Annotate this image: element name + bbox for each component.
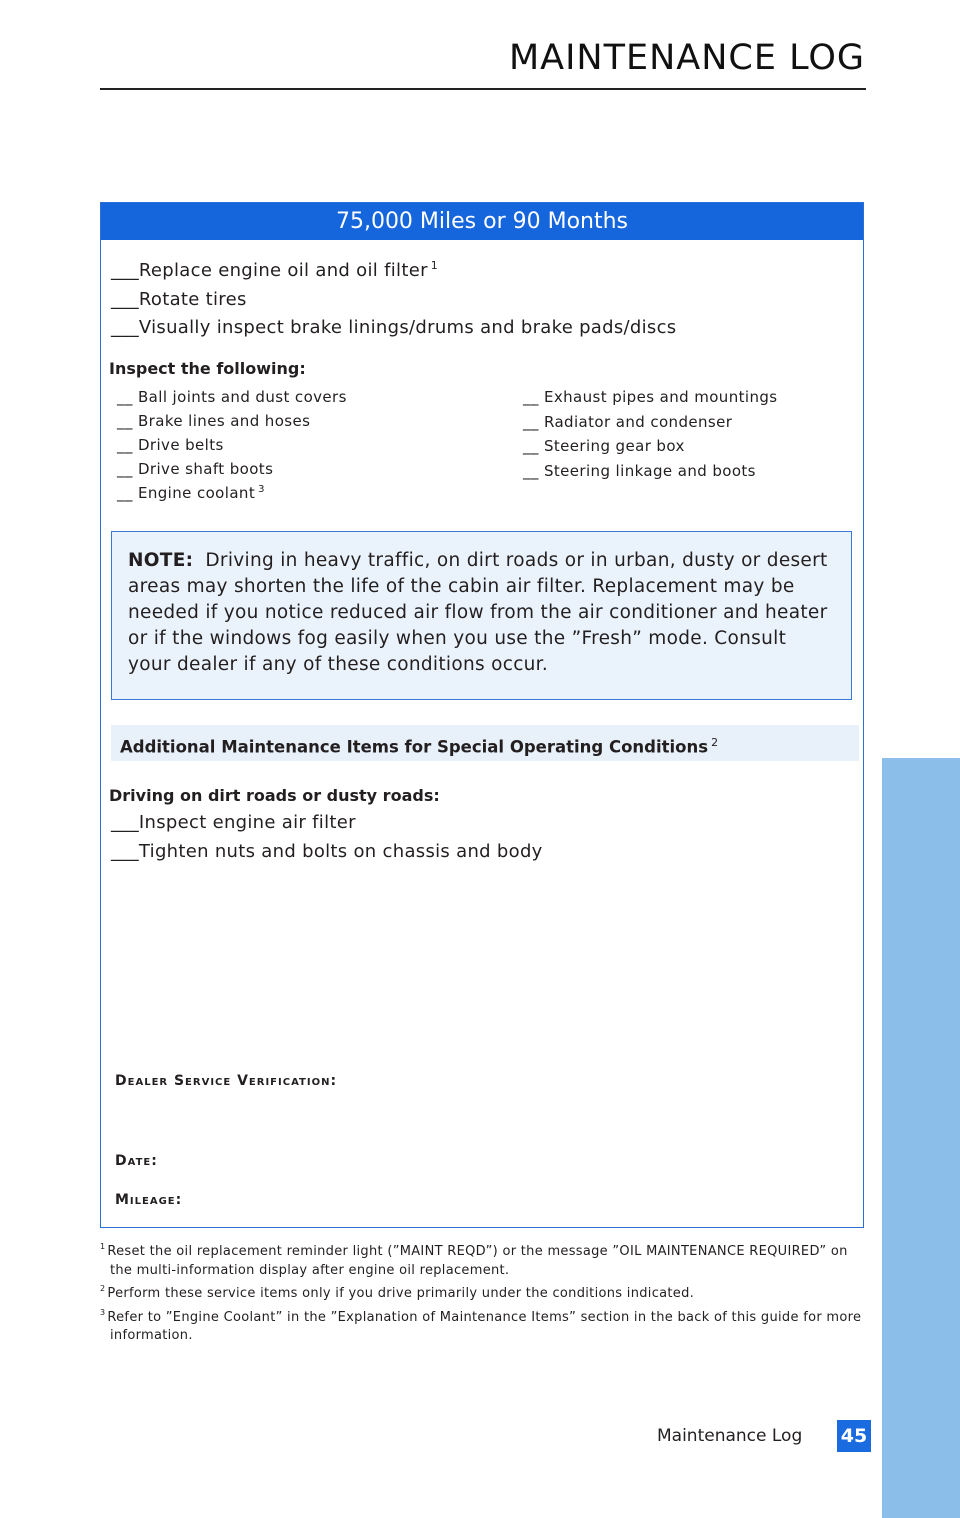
footnote-text: Refer to ”Engine Coolant” in the ”Explanation of Maintenance Items” section in the back of this guide for more information. bbox=[107, 1309, 862, 1344]
list-item-text: __ Ball joints and dust covers bbox=[117, 388, 347, 406]
list-item: __ Steering gear box bbox=[523, 437, 685, 455]
footnote-number: 3 bbox=[100, 1307, 106, 1317]
task-item: ___Tighten nuts and bolts on chassis and body bbox=[111, 841, 543, 862]
inspect-list-left bbox=[117, 388, 347, 508]
additional-items-title: Additional Maintenance Items for Special Operating Conditions bbox=[120, 737, 709, 757]
page-title: MAINTENANCE LOG bbox=[508, 38, 865, 78]
inspect-list-right bbox=[523, 388, 778, 486]
inspect-heading: Inspect the following: bbox=[109, 359, 306, 378]
section-tab-label: MAINTENANCE bbox=[776, 1028, 808, 1260]
list-item-text: __ Drive shaft boots bbox=[117, 460, 274, 478]
list-item bbox=[117, 460, 347, 484]
list-item: __ Radiator and condenser bbox=[523, 412, 733, 431]
footnote-number: 1 bbox=[100, 1242, 106, 1251]
task-item bbox=[111, 289, 247, 310]
task-item: ___Inspect engine air filter bbox=[111, 812, 356, 833]
note-text: Driving in heavy traffic, on dirt roads or in urban, dusty or desert areas may shorten the life of the cabin air filter. Replacement may be needed if you notice reduced air flow from the air conditioner and heater or if the windows fog easily when you use the ”Fresh” mode. Consult your dealer if any of these conditions occur. bbox=[128, 550, 828, 675]
list-item: __ Exhaust pipes and mountings bbox=[523, 388, 778, 406]
footer-section-label: Maintenance Log bbox=[657, 1426, 803, 1446]
dealer-verification-label: Dealer Service Verification: bbox=[115, 1073, 338, 1089]
task-text: ___Replace engine oil and oil filter bbox=[111, 260, 428, 281]
footnote-ref: 1 bbox=[430, 259, 439, 272]
page-number: 45 bbox=[837, 1420, 871, 1452]
list-item bbox=[117, 484, 347, 508]
footnote bbox=[100, 1280, 870, 1304]
footnote bbox=[100, 1304, 870, 1346]
list-item-text: __ Drive belts bbox=[117, 436, 224, 454]
mileage-label: Mileage: bbox=[115, 1192, 183, 1208]
list-item: __ Steering linkage and boots bbox=[523, 461, 756, 480]
footnote bbox=[100, 1238, 870, 1280]
footnote-text: Reset the oil replacement reminder light (”MAINT REQD”) or the message ”OIL MAINTENANCE REQUIRED” on the multi-information display after engine oil replacement. bbox=[107, 1244, 848, 1278]
footnote-text: Perform these service items only if you drive primarily under the conditions indicated. bbox=[107, 1286, 695, 1302]
interval-title: 75,000 Miles or 90 Months bbox=[101, 203, 863, 240]
additional-items-heading bbox=[111, 725, 859, 761]
list-item bbox=[117, 412, 347, 436]
task-item bbox=[111, 259, 438, 281]
dirt-roads-heading: Driving on dirt roads or dusty roads: bbox=[109, 786, 440, 805]
note-label: NOTE: bbox=[128, 550, 194, 571]
footnotes bbox=[100, 1238, 870, 1346]
maintenance-interval-box bbox=[100, 202, 864, 1228]
footnote-number: 2 bbox=[100, 1284, 106, 1294]
list-item bbox=[117, 436, 347, 460]
list-item-text: __ Engine coolant bbox=[117, 484, 256, 502]
date-label: Date: bbox=[115, 1153, 158, 1169]
task-text: ___Rotate tires bbox=[111, 289, 247, 310]
footnote-ref: 2 bbox=[711, 736, 719, 749]
title-divider bbox=[100, 88, 866, 90]
list-item bbox=[117, 388, 347, 412]
list-item-text: __ Brake lines and hoses bbox=[117, 412, 311, 430]
task-item bbox=[111, 317, 677, 338]
task-text: ___Visually inspect brake linings/drums and brake pads/discs bbox=[111, 317, 677, 338]
note-box bbox=[111, 531, 852, 700]
footnote-ref: 3 bbox=[258, 484, 265, 495]
